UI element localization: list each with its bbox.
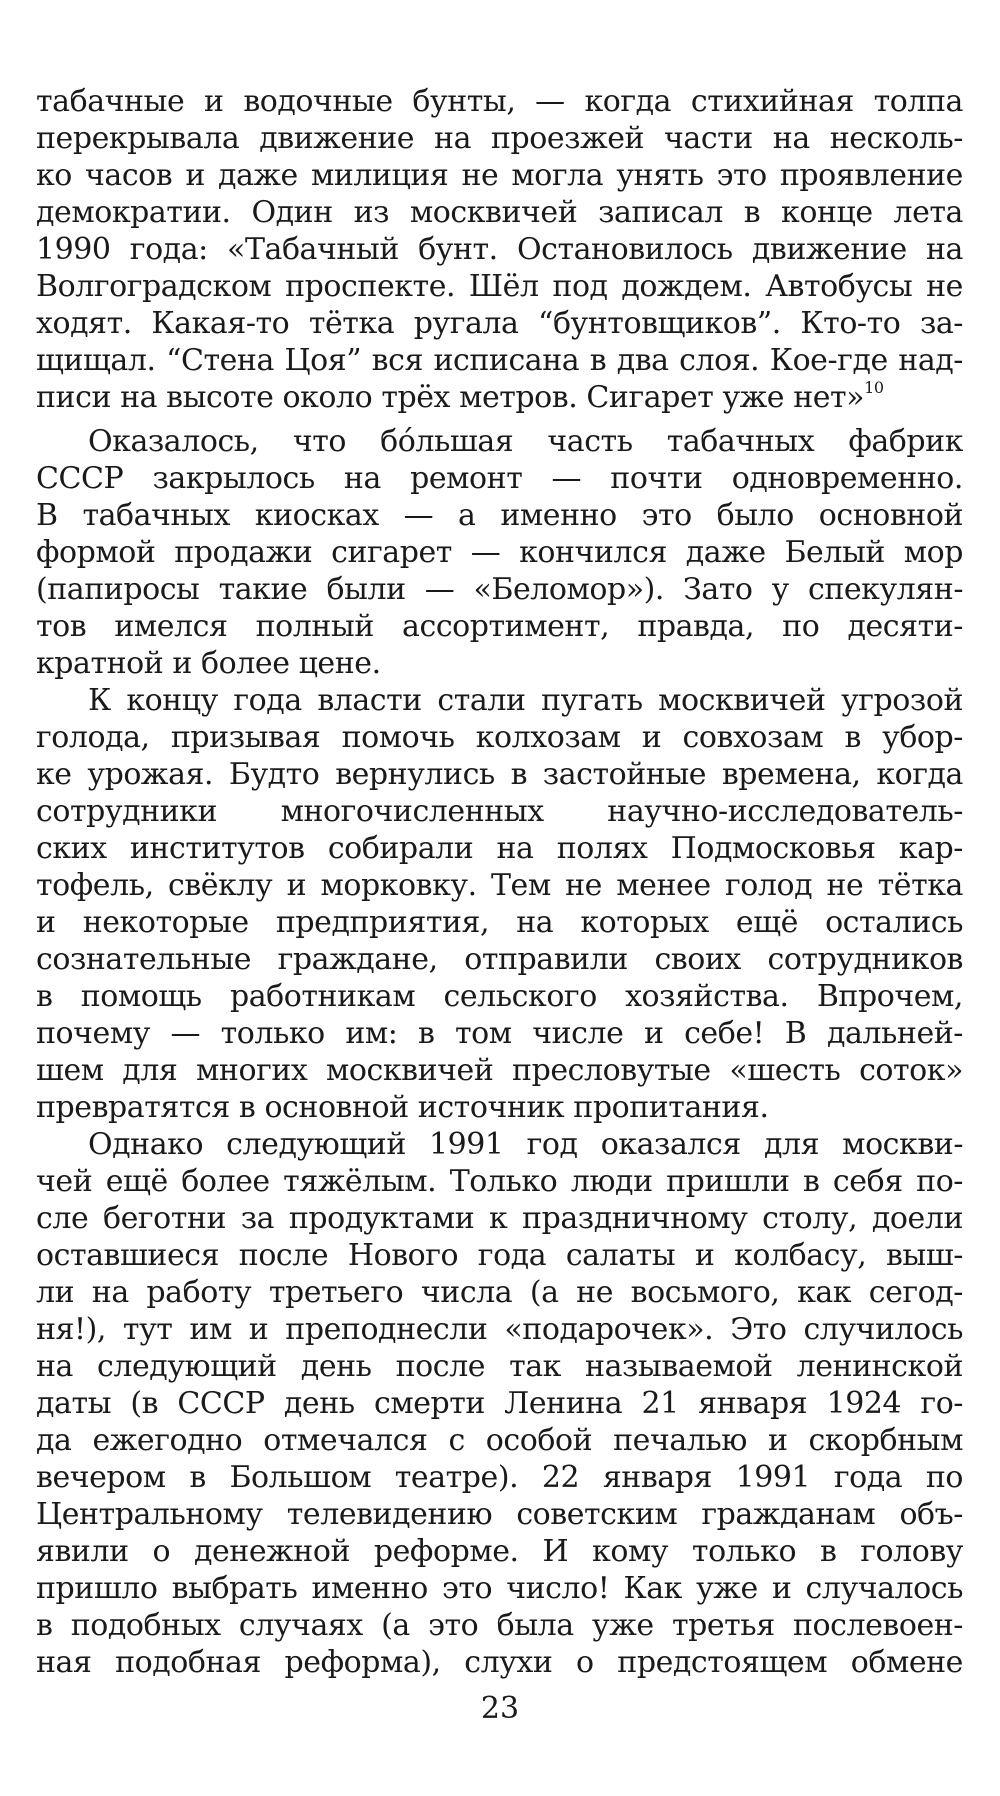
text-line: ке урожая. Будто вернулись в застойные времена, когда	[36, 757, 963, 792]
text-line: да ежегодно отмечался с особой печалью и скорбным	[36, 1423, 963, 1458]
text-line: сле беготни за продуктами к праздничному столу, доели	[36, 1201, 963, 1236]
text-line: пришло выбрать именно это число! Как уже и случалось	[36, 1571, 963, 1606]
text-line: сознательные граждане, отправили своих сотрудников	[36, 942, 963, 977]
text-line: Оказалось, что бóльшая часть табачных фабрик	[88, 424, 963, 459]
text-line: ко часов и даже милиция не могла унять это проявление	[36, 158, 963, 193]
text-line: на следующий день после так называемой ленинской	[36, 1349, 963, 1384]
text-line: ских институтов собирали на полях Подмосковья кар-	[36, 831, 963, 866]
text-line: и некоторые предприятия, на которых ещё остались	[36, 905, 963, 940]
text-line: СССР закрылось на ремонт — почти одновременно.	[36, 461, 963, 496]
text-line: ня!), тут им и преподнесли «подарочек». Это случилось	[36, 1312, 963, 1347]
text-line: явили о денежной реформе. И кому только в голову	[36, 1534, 963, 1569]
text-line: в подобных случаях (а это была уже третья послевоен-	[36, 1608, 963, 1643]
text-line: кратной и более цене.	[36, 646, 381, 681]
text-line: перекрывала движение на проезжей части на несколь-	[36, 121, 963, 156]
text-line: голода, призывая помочь колхозам и совхозам в убор-	[36, 720, 963, 755]
text-line: шем для многих москвичей пресловутые «шесть соток»	[36, 1053, 963, 1088]
text-line: ли на работу третьего числа (а не восьмого, как сегод-	[36, 1275, 963, 1310]
text-line: превратятся в основной источник пропитания.	[36, 1090, 769, 1125]
text-line: сотрудники многочисленных научно-исследователь-	[36, 794, 963, 829]
text-line: почему — только им: в том числе и себе! В дальней-	[36, 1016, 963, 1051]
text-line: ная подобная реформа), слухи о предстоящем обмене	[36, 1645, 963, 1680]
text-line: тов имелся полный ассортимент, правда, по десяти-	[36, 609, 963, 644]
text-line-with-footnote	[36, 380, 963, 418]
text-line: даты (в СССР день смерти Ленина 21 января 1924 го-	[36, 1386, 963, 1421]
text-line: В табачных киосках — а именно это было основной	[36, 498, 963, 533]
footnote-marker: 10	[864, 380, 884, 397]
text-line: писи на высоте около трёх метров. Сигарет уже нет»	[36, 380, 865, 415]
text-line: тофель, свёклу и морковку. Тем не менее голод не тётка	[36, 868, 963, 903]
text-line: Однако следующий 1991 год оказался для москви-	[88, 1127, 963, 1162]
text-line: табачные и водочные бунты, — когда стихийная толпа	[36, 84, 963, 119]
text-line: формой продажи сигарет — кончился даже Белый мор	[36, 535, 963, 570]
page-number: 23	[480, 1691, 520, 1726]
text-line: щищал. “Стена Цоя” вся исписана в два слоя. Кое-где над-	[36, 343, 963, 378]
text-line: чей ещё более тяжёлым. Только люди пришли в себя по-	[36, 1164, 963, 1199]
text-line: ходят. Какая-то тётка ругала “бунтовщиков”. Кто-то за-	[36, 306, 963, 341]
text-line: оставшиеся после Нового года салаты и колбасу, выш-	[36, 1238, 963, 1273]
text-line: Волгоградском проспекте. Шёл под дождем. Автобусы не	[36, 269, 963, 304]
text-line: демократии. Один из москвичей записал в конце лета	[36, 195, 963, 230]
text-line: в помощь работникам сельского хозяйства. Впрочем,	[36, 979, 963, 1014]
text-line: К концу года власти стали пугать москвичей угрозой	[88, 683, 963, 718]
text-line: Центральному телевидению советским гражданам объ-	[36, 1497, 963, 1532]
text-line: вечером в Большом театре). 22 января 1991 года по	[36, 1460, 963, 1495]
text-line: (папиросы такие были — «Беломор»). Зато у спекулян-	[36, 572, 963, 607]
text-line: 1990 года: «Табачный бунт. Остановилось движение на	[36, 232, 963, 267]
